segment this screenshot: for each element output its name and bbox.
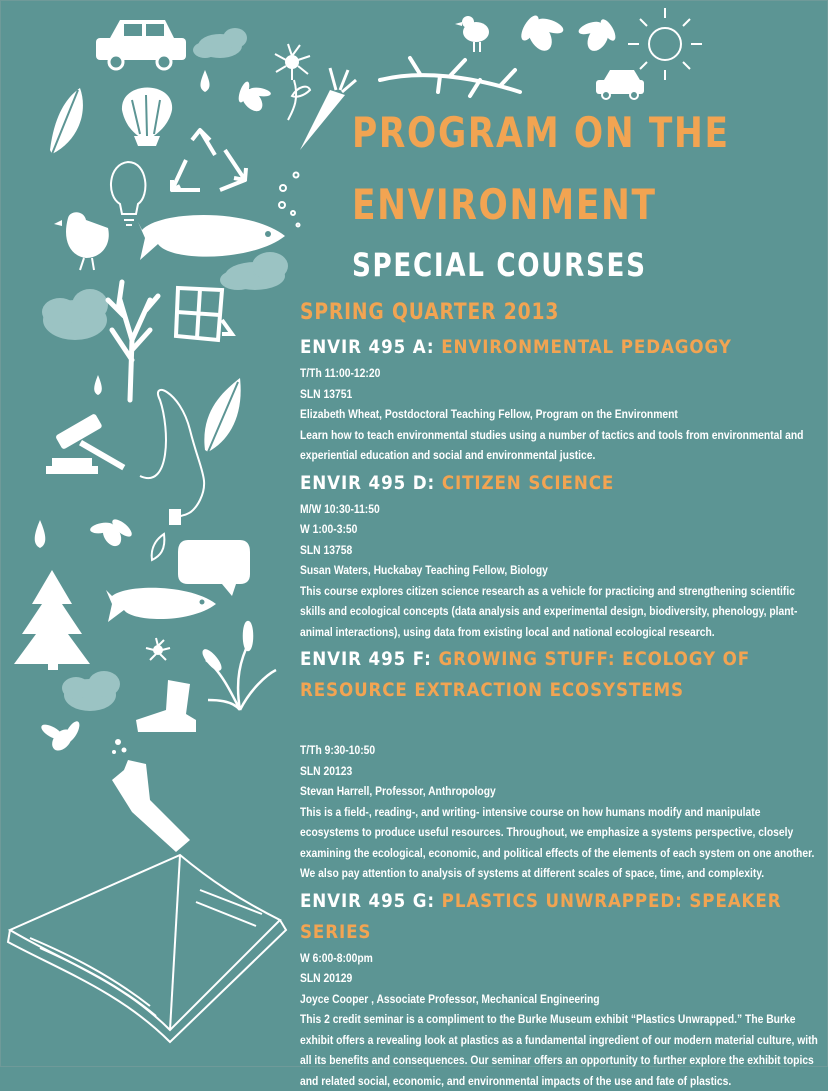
- course-code: ENVIR 495 G:: [300, 890, 435, 912]
- fly-icon: [518, 13, 565, 55]
- tree-branches-icon: [108, 282, 158, 400]
- page-title-line-1: PROGRAM ON THE: [352, 108, 730, 157]
- course-name: PLASTICS UNWRAPPED: SPEAKER SERIES: [300, 890, 781, 943]
- course-heading: [300, 468, 819, 499]
- page-subtitle: SPECIAL COURSES: [352, 246, 647, 284]
- course-time: M/W 10:30-11:50: [300, 499, 747, 520]
- plug-cord-icon: [140, 390, 204, 524]
- bird-icon: [455, 16, 489, 52]
- course-description: This is a field-, reading-, and writing- intensive course on how humans modify and manipulate ecosystems to produce useful resources. Throughout, we emphasize a systems perspective, closely examining the ecological, economic, and political effects of the elements of each system on one another. We also pay attention to analysis of systems at different scales of space, time, and complexity.: [300, 802, 819, 884]
- book-icon: [8, 855, 286, 1042]
- course-heading: [300, 886, 819, 948]
- course-description: Learn how to teach environmental studies using a number of tactics and tools from environmental and experiential education and social and environmental justice.: [300, 425, 819, 466]
- beaker-icon: [112, 739, 190, 852]
- sun-icon: [628, 8, 702, 80]
- bubbles-icon: [279, 173, 300, 227]
- course-sln: SLN 20129: [300, 968, 747, 989]
- flower-icon: [275, 44, 310, 120]
- course-heading: [300, 332, 819, 363]
- fish-icon: [106, 588, 216, 622]
- shell-icon: [122, 88, 172, 147]
- gavel-icon: [46, 413, 125, 474]
- drop-icon: [200, 70, 209, 92]
- course-description: This 2 credit seminar is a compliment to the Burke Museum exhibit “Plastics Unwrapped.” The Burke exhibit offers a revealing look at plastics as a fundamental ingredient of our modern material culture, with all its benefits and consequences. Our seminar offers an opportunity to further explore the exhibit topics and related social, economic, and environmental impacts of the use and fate of plastics.: [300, 1009, 819, 1091]
- course-time: T/Th 11:00-12:20: [300, 363, 747, 384]
- cattail-icon: [201, 622, 276, 710]
- course-description: This course explores citizen science research as a vehicle for practicing and strengthening scientific skills and ecological concepts (data analysis and experimental design, biodiversity, phenology, plant-animal interactions), using data from existing local and national ecological research.: [300, 581, 819, 643]
- course-envir-495-a: [300, 332, 820, 466]
- course-time: W 6:00-8:00pm: [300, 948, 747, 969]
- course-code: ENVIR 495 D:: [300, 472, 435, 494]
- course-instructor: Elizabeth Wheat, Postdoctoral Teaching Fellow, Program on the Environment: [300, 404, 747, 425]
- speech-bubble-icon: [178, 540, 250, 596]
- branch-icon: [380, 58, 520, 96]
- leaf-icon: [50, 88, 83, 154]
- course-name: ENVIRONMENTAL PEDAGOGY: [441, 336, 731, 358]
- lightbulb-icon: [111, 162, 145, 225]
- course-code: ENVIR 495 F:: [300, 648, 432, 670]
- course-time: T/Th 9:30-10:50: [300, 740, 747, 761]
- recycle-icon: [172, 130, 246, 190]
- course-code: ENVIR 495 A:: [300, 336, 435, 358]
- course-sln: SLN 13758: [300, 540, 747, 561]
- page-title-line-2: ENVIRONMENT: [352, 180, 657, 229]
- car-icon: [96, 20, 186, 69]
- course-instructor: Stevan Harrell, Professor, Anthropology: [300, 781, 747, 802]
- course-envir-495-d: [300, 468, 820, 643]
- cloud-icon: [193, 28, 247, 58]
- course-time: W 1:00-3:50: [300, 519, 747, 540]
- course-envir-495-g: [300, 886, 820, 1091]
- course-instructor: Susan Waters, Huckabay Teaching Fellow, Biology: [300, 560, 747, 581]
- pine-tree-icon: [14, 570, 90, 670]
- course-sln: SLN 20123: [300, 761, 747, 782]
- bird-icon: [54, 212, 109, 270]
- course-name: GROWING STUFF: ECOLOGY OF RESOURCE EXTRACTION ECOSYSTEMS: [300, 648, 750, 701]
- course-listing: [300, 300, 820, 1091]
- carrot-icon: [300, 68, 356, 150]
- cloud-icon: [42, 289, 108, 340]
- course-name: CITIZEN SCIENCE: [442, 472, 614, 494]
- boot-icon: [136, 680, 196, 732]
- car-small-icon: [596, 70, 644, 99]
- course-heading: [300, 644, 819, 706]
- course-instructor: Joyce Cooper , Associate Professor, Mechanical Engineering: [300, 989, 747, 1010]
- course-envir-495-f: [300, 644, 820, 884]
- window-icon: [176, 288, 232, 340]
- leaf-icon: [204, 378, 240, 452]
- quarter-heading: SPRING QUARTER 2013: [300, 300, 742, 330]
- course-sln: SLN 13751: [300, 384, 747, 405]
